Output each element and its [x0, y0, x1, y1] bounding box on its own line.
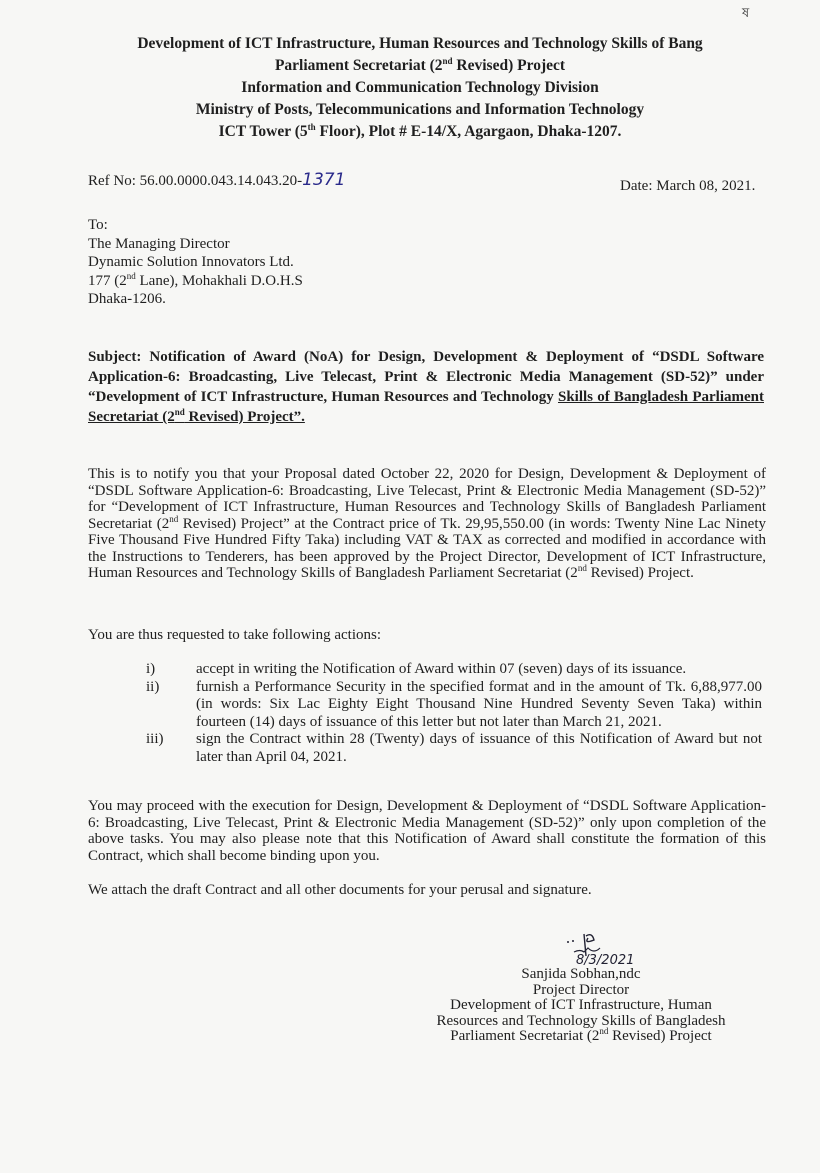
header-line-4: Ministry of Posts, Telecommunications and Information Technology	[195, 101, 645, 118]
list-item: i) accept in writing the Notification of Award within 07 (seven) days of its issuance.	[146, 661, 687, 677]
header-line-5: ICT Tower (5th Floor), Plot # E-14/X, Agargaon, Dhaka-1207.	[218, 121, 622, 140]
body-paragraph-4: We attach the draft Contract and all other documents for your perusal and signature.	[88, 882, 592, 898]
handwritten-ref: 1371	[302, 170, 346, 190]
list-item: iii) sign the Contract within 28 (Twenty) days of issuance of this Notification of Award but not later than April 04, 2021.	[146, 731, 762, 765]
header-line-1: Development of ICT Infrastructure, Human Resources and Technology Skills of Bang	[137, 35, 703, 52]
subject-line: Subject: Notification of Award (NoA) for Design, Development & Deployment of “DSDL Software Application-6: Broadcasting, Live Telecast, Print & Electronic Media Management (SD-52)” under “Development of ICT Infrastructure, Human Resources and Technology Skills of Bangladesh Parliament Secretariat (2nd Revised) Project”.	[88, 349, 764, 425]
letterhead	[60, 33, 780, 143]
body-paragraph-2: You are thus requested to take following actions:	[88, 627, 382, 643]
action-list	[146, 661, 762, 766]
header-line-3: Information and Communication Technology Division	[241, 79, 599, 96]
body-paragraph-3: You may proceed with the execution for Design, Development & Deployment of “DSDL Software Application-6: Broadcasting, Live Telecast, Print & Electronic Media Management (SD-52)” only upon completion of the above tasks. You may also please note that this Notification of Award shall constitute the formation of this Contract, which shall become binding upon you.	[88, 798, 766, 864]
signature-date: 8/3/2021	[576, 953, 635, 968]
letter-date: Date: March 08, 2021.	[620, 178, 756, 194]
signatory-title: Project Director	[532, 981, 630, 998]
reference-number: Ref No: 56.00.0000.043.14.043.20-1371	[88, 170, 346, 190]
signatory-details: Sanjida Sobhan,ndc Project Director Development of ICT Infrastructure, Human Resources and Technology Skills of Bangladesh Parliament Secretariat (2nd Revised) Project	[416, 967, 746, 1045]
body-paragraph-1: This is to notify you that your Proposal dated October 22, 2020 for Design, Development & Deployment of “DSDL Software Application-6: Broadcasting, Live Telecast, Print & Electronic Media Management (SD-52)” for “Development of ICT Infrastructure, Human Resources and Technology Skills of Bangladesh Parliament Secretariat (2nd Revised) Project” at the Contract price of Tk. 29,95,550.00 (in words: Twenty Nine Lac Ninety Five Thousand Five Hundred Fifty Taka) including VAT & TAX as corrected and modified in accordance with the Instructions to Tenderers, has been approved by the Project Director, Development of ICT Infrastructure, Human Resources and Technology Skills of Bangladesh Parliament Secretariat (2nd Revised) Project.	[88, 466, 766, 581]
handwritten-signature	[556, 930, 666, 970]
corner-mark: ষ	[742, 5, 750, 20]
list-item: ii) furnish a Performance Security in the specified format and in the amount of Tk. 6,88,977.00 (in words: Six Lac Eighty Eight Thousand Nine Hundred Seventy Seven Taka) within fourteen (14) days of issuance of this letter but not later than March 21, 2021.	[146, 678, 762, 730]
recipient-block: To: The Managing Director Dynamic Solution Innovators Ltd. 177 (2nd Lane), Mohakhali D.O.H.S Dhaka-1206.	[88, 217, 303, 307]
header-line-2: Parliament Secretariat (2nd Revised) Project	[274, 55, 566, 74]
signatory-name: Sanjida Sobhan,ndc	[521, 966, 641, 982]
